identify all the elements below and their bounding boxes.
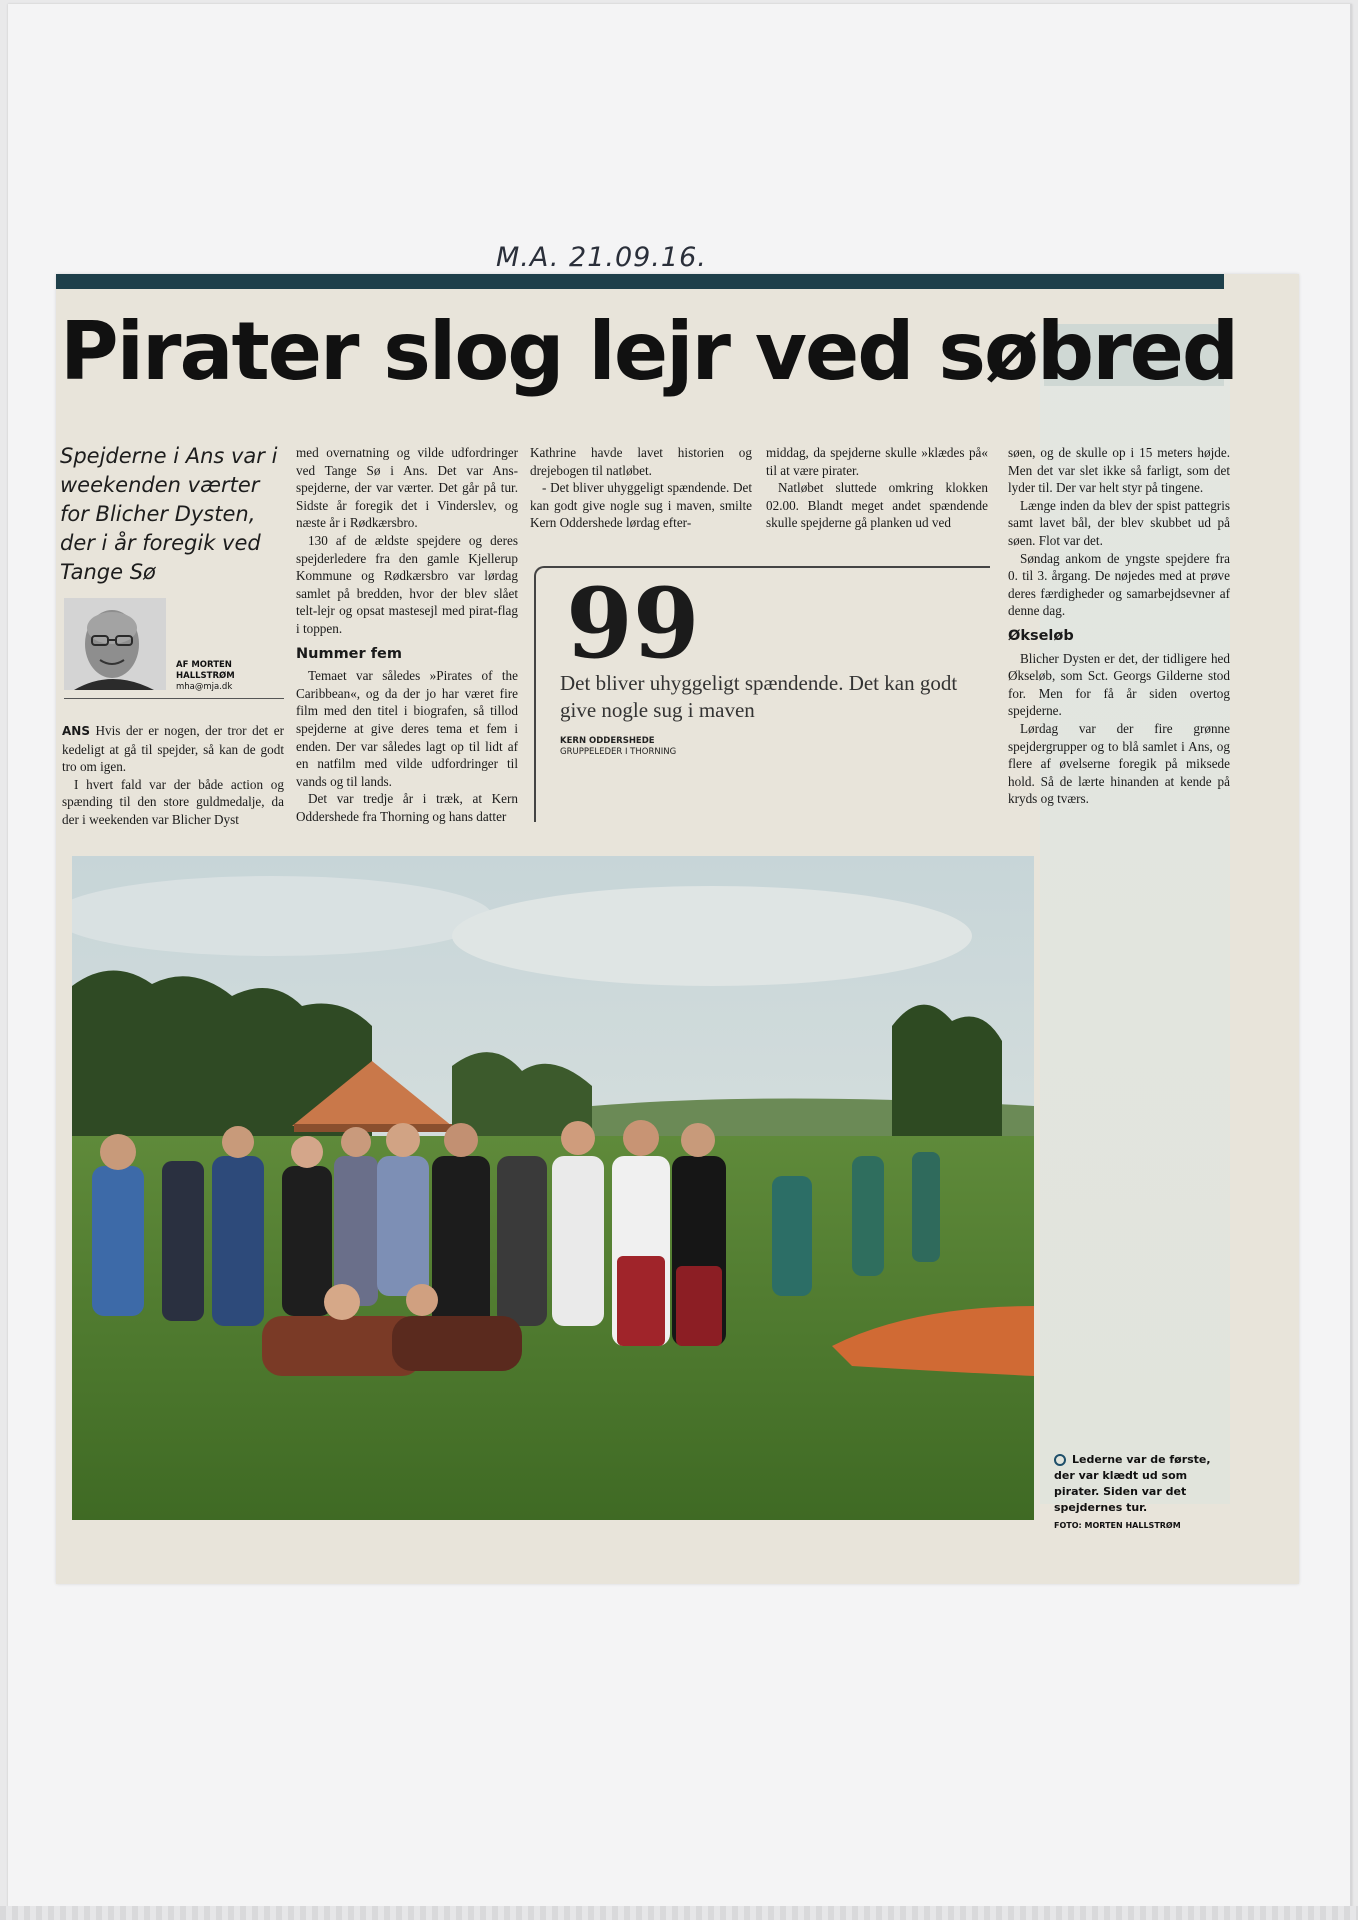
quote-role: GRUPPELEDER I THORNING — [560, 747, 677, 757]
quote-text: Det bliver uhyggeligt spændende. Det kan godt give nogle sug i maven — [560, 671, 958, 722]
paragraph: Længe inden da blev der spist pattegris samt lavet bål, der blev skubbet ud på søen. Flot var det. — [1008, 497, 1230, 548]
paragraph: Lørdag var der fire grønne spejdergrupper og to blå samlet i Ans, og flere af øvelserne foregik på miksede hold. Så de lærte hinanden at kende på kryds og tværs. — [1008, 720, 1230, 807]
byline-name: AF MORTEN HALLSTRØM — [176, 660, 235, 681]
paragraph: - Det bliver uhyggeligt spændende. Det kan godt give nogle sug i maven, smilte Kern Oddershede lørdag efter- — [530, 480, 752, 531]
deck: Spejderne i Ans var i weekenden værter for Blicher Dysten, der i år foregik ved Tange Sø — [60, 444, 278, 584]
paragraph: Søndag ankom de yngste spejdere fra 0. til 3. årgang. De nøjedes med at prøve deres færdigheder og samarbejdsevner af denne dag. — [1008, 550, 1230, 619]
author-photo — [64, 598, 166, 690]
paragraph: søen, og de skulle op i 15 meters højde. Men det var slet ikke så farligt, som det lyder til. Der var helt styr på tingene. — [1008, 445, 1230, 496]
column-2 — [296, 444, 518, 825]
subheading: Nummer fem — [296, 645, 402, 662]
column-5 — [1008, 444, 1230, 808]
article-photo — [72, 856, 1034, 1520]
paragraph: Natløbet sluttede omkring klokken 02.00. Blandt meget andet spændende skulle spejderne gå planken ud ved — [766, 480, 988, 531]
byline — [176, 660, 246, 693]
photo-credit: FOTO: MORTEN HALLSTRØM — [1054, 1521, 1181, 1530]
accent-bar — [56, 274, 1224, 289]
paragraph: med overnatning og vilde udfordringer ved Tange Sø i Ans. Det var Ans-spejderne, der var værter. Det går på tur. Sidste år foregik det i Vinderslev, og næste år i Rødkærsbro. — [296, 445, 518, 531]
sleeve-edge — [0, 1906, 1358, 1920]
column-4 — [766, 444, 988, 532]
byline-divider — [64, 698, 284, 699]
dateline: ANS — [62, 724, 90, 738]
paragraph: Hvis der er nogen, der tror det er kedeligt at gå til spejder, så kan de godt tro om igen. — [62, 723, 284, 775]
paragraph: Blicher Dysten er det, der tidligere hed Økseløb, som Sct. Georgs Gilderne stod for. Men for få år siden overtog spejderne. — [1008, 650, 1230, 719]
pull-quote — [534, 566, 990, 822]
quote-mark-icon: 99 — [566, 567, 700, 680]
photo-caption — [1054, 1452, 1232, 1534]
caption-bullet-icon — [1054, 1454, 1066, 1466]
paragraph: Det var tredje år i træk, at Kern Oddershede fra Thorning og hans datter — [296, 791, 518, 824]
byline-email: mha@mja.dk — [176, 682, 233, 692]
paragraph: Kathrine havde lavet historien og drejebogen til natløbet. — [530, 445, 752, 478]
newspaper-clipping — [56, 274, 1299, 1584]
paragraph: Temaet var således »Pirates of the Caribbean«, og da der jo har været fire film med den titel i biografen, så tillod spejderne at give deres tema et fem i enden. Der var således lagt op til lidt af en natfilm med vilde udfordringer til vands og til lands. — [296, 668, 518, 789]
handwritten-date: M.A. 21.09.16. — [496, 242, 707, 273]
column-1 — [62, 722, 284, 829]
headline: Pirater slog lejr ved søbred — [60, 305, 1238, 398]
caption-text: Lederne var de første, der var klædt ud som pirater. Siden var det spejdernes tur. — [1054, 1453, 1211, 1514]
quote-name: KERN ODDERSHEDE — [560, 736, 655, 746]
subheading: Økseløb — [1008, 627, 1074, 644]
paragraph: 130 af de ældste spejdere og deres spejderledere fra den gamle Kjellerup Kommune og Rødkærsbro var lørdag samlet på bredden, hvor der blev slået telt-lejr og opsat mastesejl med pirat-flag i toppen. — [296, 532, 518, 636]
paragraph: middag, da spejderne skulle »klædes på« til at være pirater. — [766, 445, 988, 478]
column-3 — [530, 444, 752, 532]
quote-source — [560, 736, 676, 758]
paragraph: I hvert fald var der både action og spænding til den store guldmedalje, da der i weekenden var Blicher Dyst — [62, 776, 284, 827]
